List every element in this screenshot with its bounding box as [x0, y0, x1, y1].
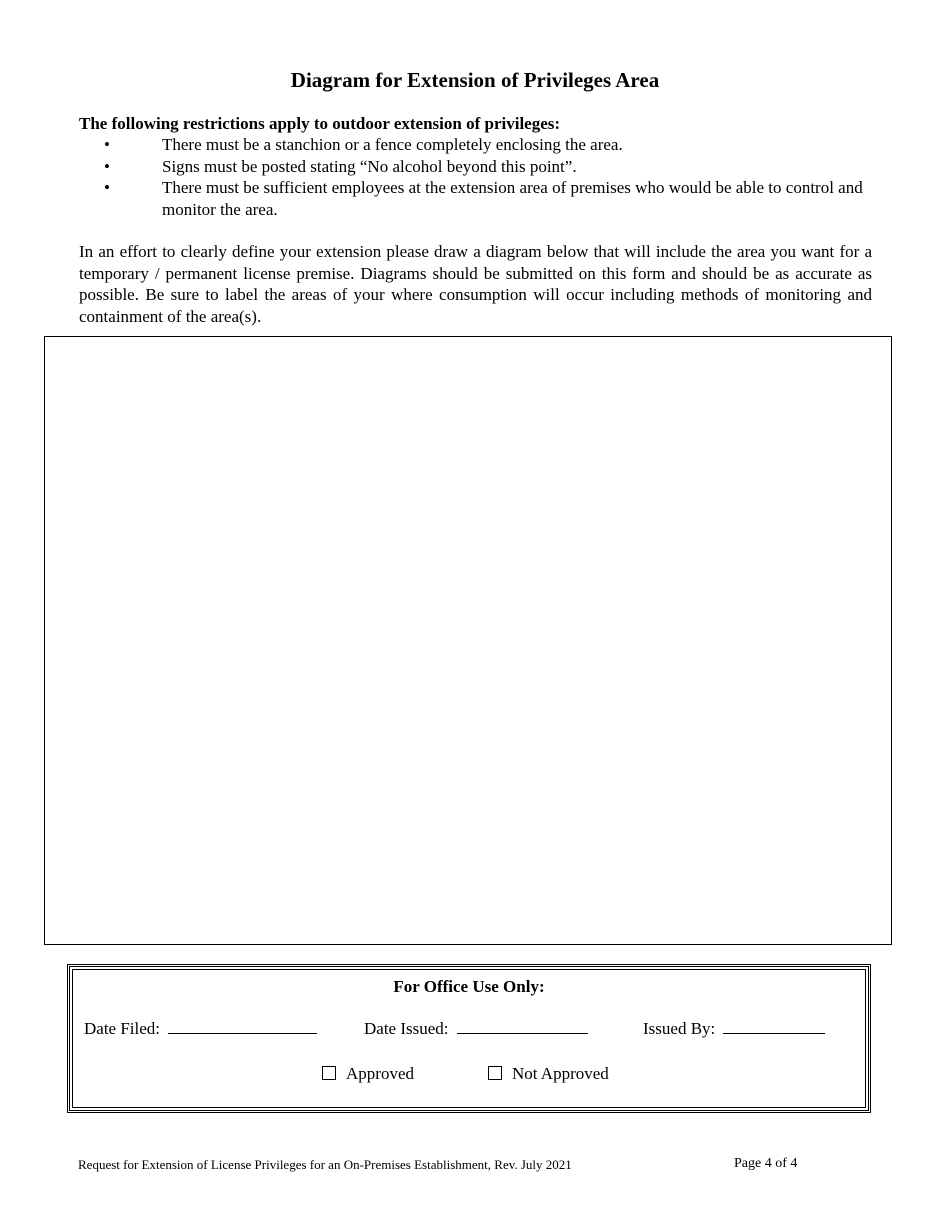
bullet-icon: • — [104, 178, 110, 197]
bullet-icon: • — [104, 156, 110, 176]
date-issued-field — [364, 1019, 588, 1039]
restriction-text: There must be a stanchion or a fence completely enclosing the area. — [162, 135, 623, 154]
diagram-drawing-area[interactable] — [44, 336, 892, 945]
not-approved-option[interactable] — [488, 1064, 609, 1084]
approved-option[interactable] — [322, 1064, 414, 1084]
date-filed-label: Date Filed: — [84, 1019, 161, 1038]
office-use-box — [67, 964, 871, 1113]
footer-page-number: Page 4 of 4 — [734, 1156, 798, 1171]
footer-form-name: Request for Extension of License Privileges for an On-Premises Establishment, Rev. July 2021 — [78, 1157, 572, 1172]
not-approved-label: Not Approved — [512, 1064, 609, 1083]
restriction-text: There must be sufficient employees at the extension area of premises who would be able to control and monitor the area. — [162, 178, 863, 219]
list-item — [79, 177, 879, 220]
date-filed-field — [84, 1019, 317, 1039]
date-issued-line[interactable] — [457, 1019, 588, 1034]
issued-by-line[interactable] — [723, 1019, 825, 1034]
restrictions-list — [79, 134, 879, 220]
date-filed-line[interactable] — [168, 1019, 317, 1034]
list-item — [79, 134, 879, 156]
approved-label: Approved — [346, 1064, 414, 1083]
list-item — [79, 156, 879, 178]
bullet-icon: • — [104, 135, 110, 154]
instructions-paragraph: In an effort to clearly define your extension please draw a diagram below that will include the area you want for a temporary / permanent license premise. Diagrams should be submitted on this form and should be as accurate as possible. Be sure to label the areas of your where consumption will occur including methods of monitoring and containment of the area(s). — [79, 242, 872, 327]
empty-checkbox-icon[interactable] — [488, 1066, 502, 1080]
restrictions-heading: The following restrictions apply to outdoor extension of privileges: — [79, 114, 561, 133]
empty-checkbox-icon[interactable] — [322, 1066, 336, 1080]
issued-by-field — [643, 1019, 825, 1039]
issued-by-label: Issued By: — [643, 1019, 716, 1038]
page-title: Diagram for Extension of Privileges Area — [290, 68, 660, 92]
office-use-title: For Office Use Only: — [393, 977, 545, 996]
restriction-text: Signs must be posted stating “No alcohol beyond this point”. — [162, 156, 577, 176]
date-issued-label: Date Issued: — [364, 1019, 449, 1038]
